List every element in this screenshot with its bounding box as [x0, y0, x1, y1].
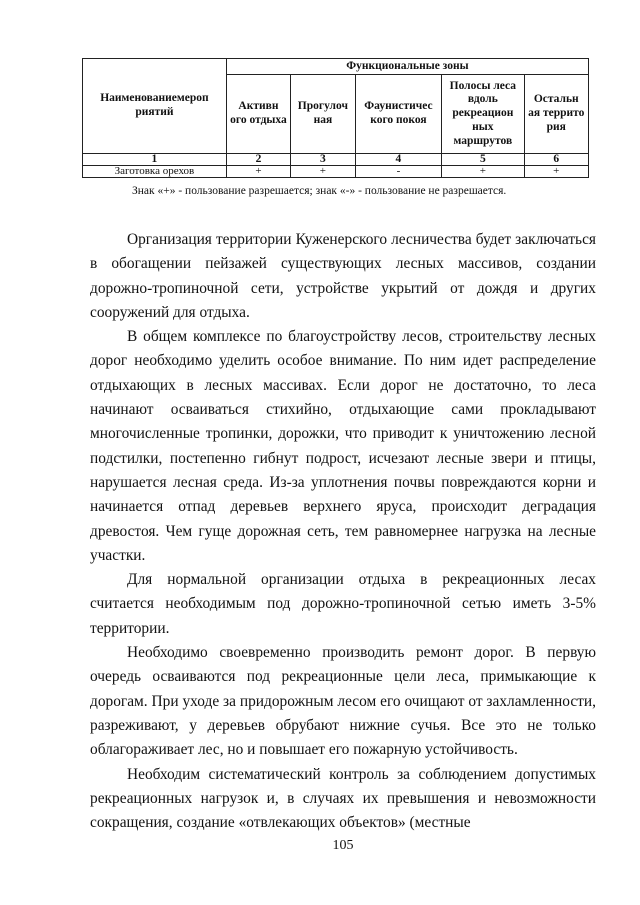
- paragraph: В общем комплексе по благоустройству лесов, строительству лесных дорог необходимо уделить особое внимание. По ним идет распределение отдыхающих в лесных массивах. Если дорог не достаточно, то леса начинают осваиваться стихийно, отдыхающие сами прокладывают многочисленные тропинки, дорожки, что приводит к уничтожению лесной подстилки, постепенно гибнут подрост, исчезают лесные звери и птицы, нарушается лесная среда. Из-за уплотнения почвы повреждаются корни и начинается отпад деревьев верхнего яруса, происходит деградация древостоя. Чем гуще дорожная сеть, тем равномернее нагрузка на лесные участки.: [90, 328, 596, 564]
- column-number: 1: [83, 154, 227, 166]
- row-name: Заготовка орехов: [83, 166, 227, 178]
- column-number: 6: [524, 154, 588, 166]
- paragraph: Необходимо своевременно производить ремонт дорог. В первую очередь осваиваются под рекреационные цели леса, примыкающие к дорогам. При уходе за придорожным лесом его очищают от захламленности, разреживают, у деревьев обрубают нижние сучья. Все это не только облагораживает лес, но и повышает его пожарную устойчивость.: [90, 644, 596, 759]
- column-numbers-row: [83, 154, 589, 166]
- table-legend-note: Знак «+» - пользование разрешается; знак «-» - пользование не разрешается.: [132, 185, 507, 197]
- column-number: 3: [291, 154, 356, 166]
- paragraph: Организация территории Куженерского лесничества будет заключаться в обогащении пейзажей существующих лесных массивов, создании дорожно-тропиночной сети, устройстве укрытий от дождя и других сооружений для отдыха.: [90, 231, 596, 321]
- zone-header-other: Остальн ая террито рия: [524, 75, 588, 154]
- table-cell: -: [355, 166, 441, 178]
- zone-header-walking: Прогулоч ная: [291, 75, 356, 154]
- page-number: 105: [332, 838, 354, 853]
- column-number: 5: [442, 154, 524, 166]
- column-number: 2: [226, 154, 290, 166]
- functional-zones-table: [82, 58, 589, 178]
- table-cell: +: [442, 166, 524, 178]
- table-row: [83, 166, 589, 178]
- zone-header-active: Активн ого отдыха: [226, 75, 290, 154]
- table-cell: +: [291, 166, 356, 178]
- measures-name-header: Наименованиемероп риятий: [83, 59, 227, 154]
- table-cell: +: [226, 166, 290, 178]
- paragraph: Необходим систематический контроль за соблюдением допустимых рекреационных нагрузок и, в случаях их превышения и невозможности сокращения, создание «отвлекающих объектов» (местные: [90, 765, 596, 832]
- paragraph: Для нормальной организации отдыха в рекреационных лесах считается необходимым под дорожно-тропиночной сетью иметь 3-5% территории.: [90, 571, 596, 637]
- zone-header-fauna-rest: Фаунистичес кого покоя: [355, 75, 441, 154]
- table-header-row: [83, 59, 589, 75]
- table-cell: +: [524, 166, 588, 178]
- body-text: [90, 228, 596, 835]
- functional-zones-header: Функциональные зоны: [226, 59, 588, 75]
- zone-header-route-strips: Полосы леса вдоль рекреацион ных маршрутов: [442, 75, 524, 154]
- column-number: 4: [355, 154, 441, 166]
